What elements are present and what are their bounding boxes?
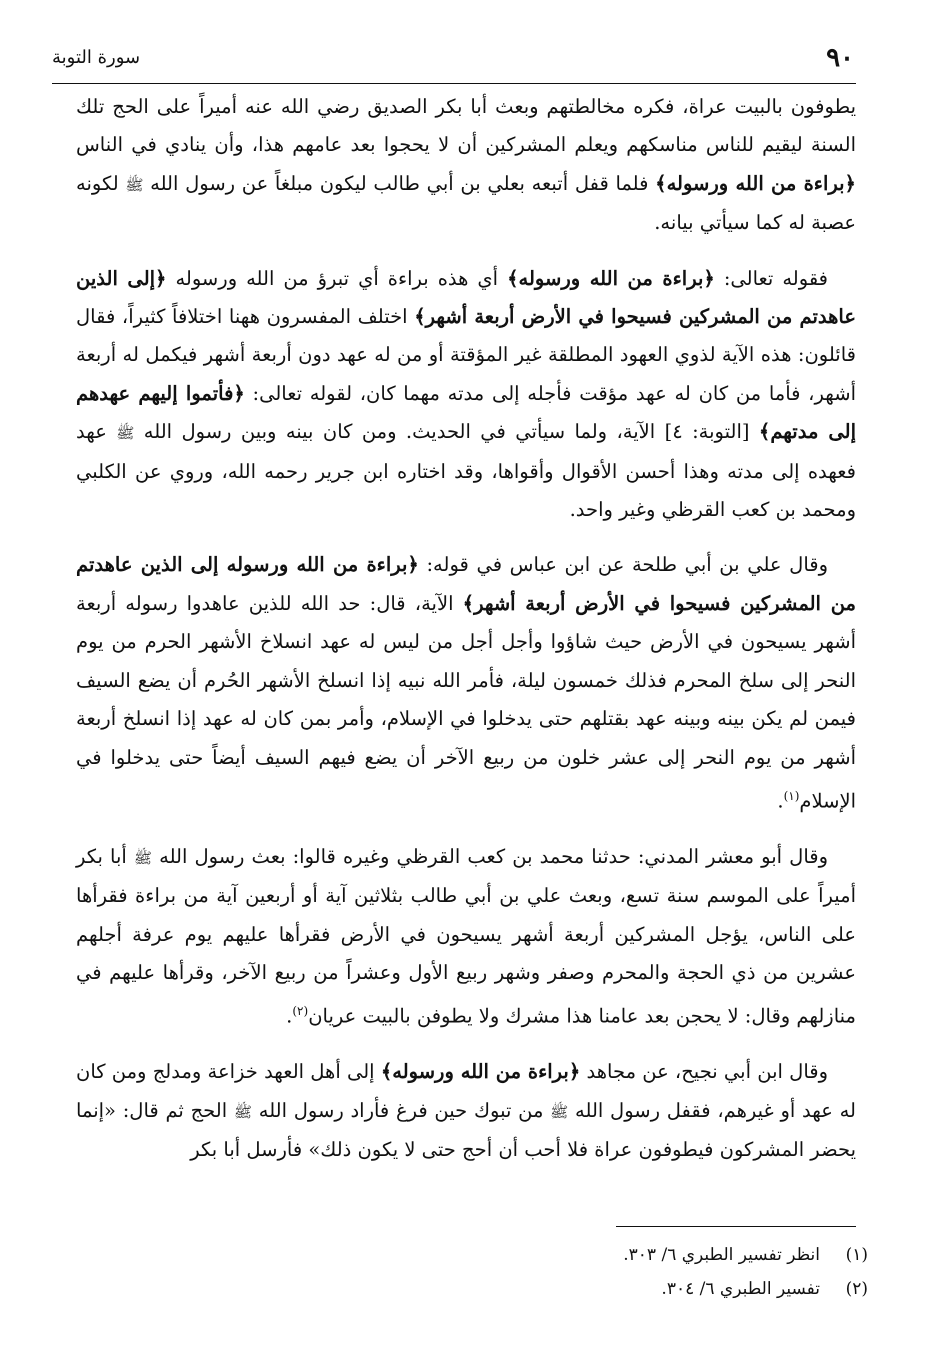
- text-run: وقال أبو معشر المدني: حدثنا محمد بن كعب القرظي وغيره قالوا: بعث رسول الله: [152, 844, 828, 868]
- page-number: ٩٠: [826, 43, 854, 73]
- paragraph: [76, 546, 856, 820]
- footnote-number: (١): [845, 1245, 868, 1265]
- paragraph: [76, 88, 856, 243]
- footnote-marker: (٢): [292, 1004, 309, 1019]
- salawat-glyph: ﷺ: [116, 424, 135, 443]
- footnotes: [300, 1238, 868, 1306]
- header-divider: [52, 83, 856, 84]
- quran-verse: ﴿براءة من الله ورسوله﴾: [655, 171, 856, 195]
- text-run: [التوبة: ٤] الآية، ولما سيأتي في الحديث. ومن كان بينه وبين رسول الله: [134, 420, 759, 444]
- text-run: لكونه عصبة له كما سيأتي بيانه.: [76, 171, 856, 235]
- footnote-text: تفسير الطبري ٦/ ٣٠٤.: [661, 1279, 820, 1299]
- text-run: وقال علي بن أبي طلحة عن ابن عباس في قوله:: [418, 553, 829, 577]
- text-run: الحج ثم قال: «إنما يحضر المشركون فيطوفون عراة فلا أحب أن أحج حتى لا يكون ذلك» فأرسل أبا بكر: [76, 1098, 856, 1162]
- text-run: اختلف المفسرون ههنا اختلافاً كثيراً، فقال قائلون: هذه الآية لذوي العهود المطلقة غير المؤقتة أو من له عهد دون أربعة أشهر فيكمل له أربعة أشهر، فأما من كان له عهد مؤقت فأجله إلى مدته مهما كان، لقوله تعالى:: [76, 305, 856, 405]
- text-run: فلما قفل أتبعه بعلي بن أبي طالب ليكون مبلغاً عن رسول الله: [143, 171, 656, 195]
- footnote-2: [300, 1272, 868, 1306]
- text-run: وقال ابن أبي نجيح، عن مجاهد: [580, 1060, 828, 1084]
- page-header: [52, 38, 854, 78]
- quran-verse: ﴿براءة من الله ورسوله﴾: [380, 1060, 581, 1084]
- text-run: عهد فعهده إلى مدته وهذا أحسن الأقوال وأقواها، وقد اختاره ابن جرير رحمه الله، وروي عن الكلبي ومحمد بن كعب القرظي وغير واحد.: [76, 420, 856, 522]
- text-run: أي هذه براءة أي تبرؤ من الله ورسوله: [166, 266, 508, 290]
- text-run: أبا بكر أميراً على الموسم سنة تسع، وبعث علي بن أبي طالب بثلاثين آية أو أربعين آية من براءة فقرأها على الناس، يؤجل المشركين أربعة أشهر يسيحون في الأرض فقرأها عليهم يوم عرفة أجلهم عشرين من ذي الحجة والمحرم وصفر وشهر ربيع الأول وعشراً من ربيع الآخر، وقرأها عليهم في منازلهم وقال: لا يحجن بعد عامنا هذا مشرك ولا يطوفن بالبيت عريان: [76, 844, 856, 1028]
- text-run: .: [777, 789, 784, 813]
- quran-verse: ﴿براءة من الله ورسوله﴾: [507, 266, 715, 290]
- salawat-glyph: ﷺ: [125, 175, 144, 194]
- footnote-marker: (١): [783, 788, 800, 803]
- text-run: فقوله تعالى:: [714, 266, 828, 290]
- footnote-1: [300, 1238, 868, 1272]
- footnote-divider: [616, 1226, 856, 1227]
- footnote-number: (٢): [845, 1279, 868, 1299]
- footnote-text: انظر تفسير الطبري ٦/ ٣٠٣.: [623, 1245, 820, 1265]
- text-run: الآية، قال: حد الله للذين عاهدوا رسوله أربعة أشهر يسيحون في الأرض حيث شاؤوا وأجل أجل من ليس له عهد انسلاخ الأشهر الحرم من يوم النحر إلى سلخ المحرم فذلك خمسون ليلة، فأمر الله نبيه إذا انسلخ الأشهر الحُرم أن يضع السيف فيمن لم يكن بينه وبينه عهد بقتلهم حتى يدخلوا في الإسلام، وأمر بمن كان له عهد إذا انسلخ أربعة أشهر من يوم النحر إلى عشر خلون من ربيع الآخر أن يضع فيهم السيف أيضاً حتى يدخلوا في الإسلام: [76, 591, 856, 813]
- text-run: .: [286, 1004, 293, 1028]
- salawat-glyph: ﷺ: [233, 1102, 252, 1121]
- text-run: إلى أهل العهد خزاعة ومدلج ومن كان له عهد أو غيرهم، فقفل رسول الله: [76, 1060, 856, 1122]
- quran-verse: ﴿براءة من الله ورسوله إلى الذين عاهدتم من المشركين فسيحوا في الأرض أربعة أشهر﴾: [76, 553, 856, 615]
- text-run: من تبوك حين فرغ فأراد رسول الله: [252, 1098, 551, 1122]
- body-text: [76, 88, 856, 1187]
- salawat-glyph: ﷺ: [133, 848, 153, 867]
- quran-verse: ﴿إلى الذين عاهدتم من المشركين فسيحوا في الأرض أربعة أشهر﴾: [76, 266, 857, 329]
- paragraph: [76, 260, 856, 530]
- running-title: سورة التوبة: [52, 47, 141, 68]
- paragraph: [76, 1053, 856, 1169]
- paragraph: [76, 838, 856, 1037]
- text-run: يطوفون بالبيت عراة، فكره مخالطتهم وبعث أبا بكر الصديق رضي الله عنه أميراً على الحج تلك السنة ليقيم للناس مناسكهم ويعلم المشركين أن لا يحجوا بعد عامهم هذا، وأن ينادي في الناس: [76, 95, 856, 157]
- quran-verse: ﴿فأتموا إليهم عهدهم إلى مدتهم﴾: [76, 381, 856, 444]
- salawat-glyph: ﷺ: [550, 1102, 569, 1121]
